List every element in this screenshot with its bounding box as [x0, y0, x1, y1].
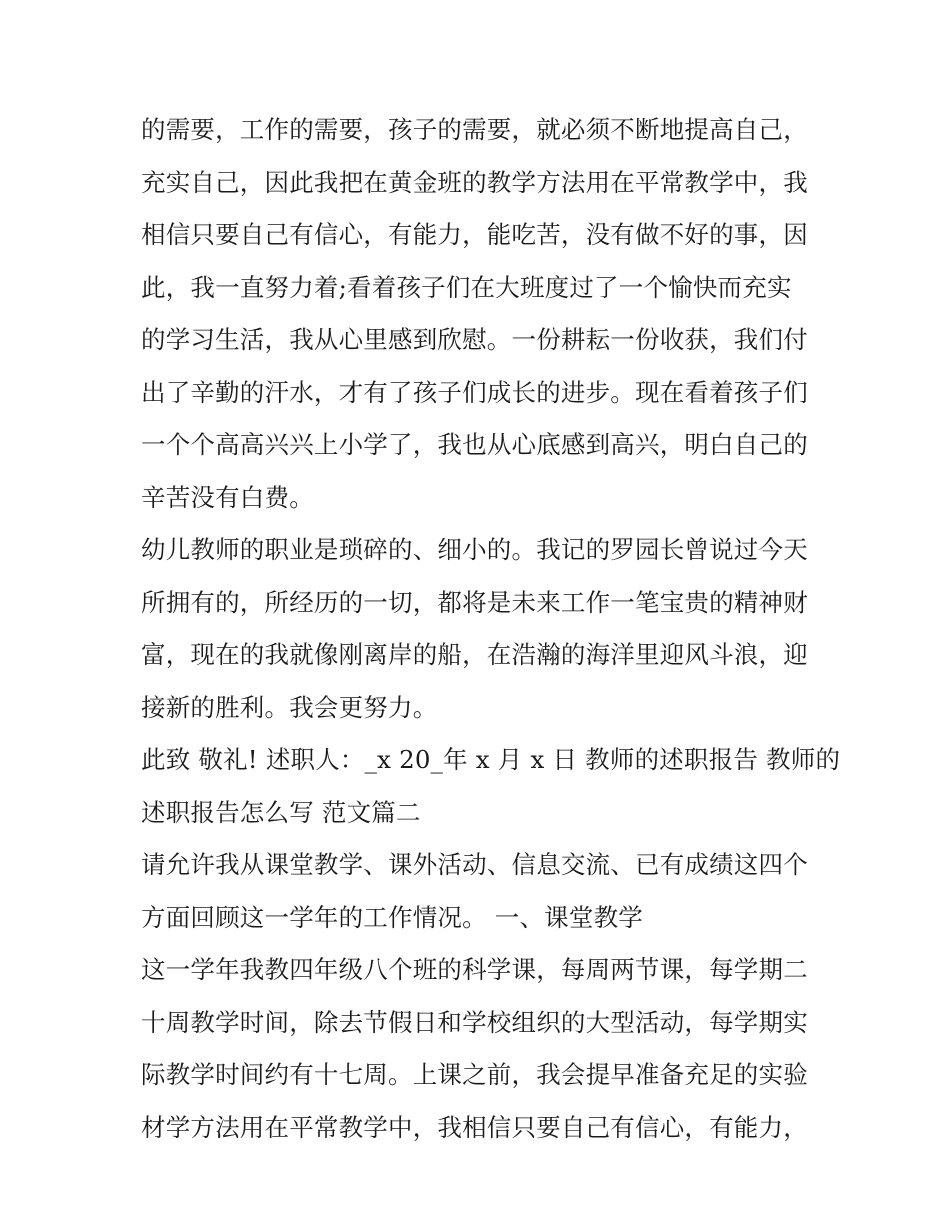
- text-line: 这一学年我教四年级八个班的科学课，每周两节课，每学期二: [141, 955, 808, 984]
- text-line: 此，我一直努力着;看着孩子们在大班度过了一个愉快而充实: [141, 272, 792, 302]
- text-line: 的学习生活，我从心里感到欣慰。一份耕耘一份收获，我们付: [141, 325, 808, 354]
- text-line: 的需要，工作的需要，孩子的需要，就必须不断地提高自己，: [141, 115, 808, 144]
- text-line: 请允许我从课堂教学、课外活动、信息交流、已有成绩这四个: [141, 850, 808, 879]
- text-line: 此致 敬礼! 述职人：_x 20_年 x 月 x 日 教师的述职报告 教师的: [141, 745, 841, 774]
- text-line: 方面回顾这一学年的工作情况。 一、课堂教学: [141, 902, 643, 932]
- text-line: 充实自己，因此我把在黄金班的教学方法用在平常教学中，我: [141, 167, 808, 197]
- text-line: 接新的胜利。我会更努力。: [141, 692, 438, 722]
- text-line: 述职报告怎么写 范文篇二: [141, 797, 421, 827]
- text-line: 出了辛勤的汗水，才有了孩子们成长的进步。现在看着孩子们: [141, 377, 808, 407]
- text-line: 材学方法用在平常教学中，我相信只要自己有信心，有能力，: [141, 1112, 808, 1142]
- text-line: 相信只要自己有信心，有能力，能吃苦，没有做不好的事，因: [141, 220, 808, 249]
- text-line: 一个个高高兴兴上小学了，我也从心底感到高兴，明白自己的: [141, 430, 808, 459]
- text-line: 十周教学时间，除去节假日和学校组织的大型活动，每学期实: [141, 1007, 808, 1037]
- document-body: [141, 104, 841, 1154]
- text-line: 际教学时间约有十七周。上课之前，我会提早准备充足的实验: [141, 1060, 808, 1089]
- text-line: 所拥有的，所经历的一切，都将是未来工作一笔宝贵的精神财: [141, 587, 808, 617]
- text-line: 幼儿教师的职业是琐碎的、细小的。我记的罗园长曾说过今天: [141, 535, 808, 564]
- text-line: 辛苦没有白费。: [141, 482, 314, 512]
- text-line: 富，现在的我就像刚离岸的船，在浩瀚的海洋里迎风斗浪，迎: [141, 640, 808, 669]
